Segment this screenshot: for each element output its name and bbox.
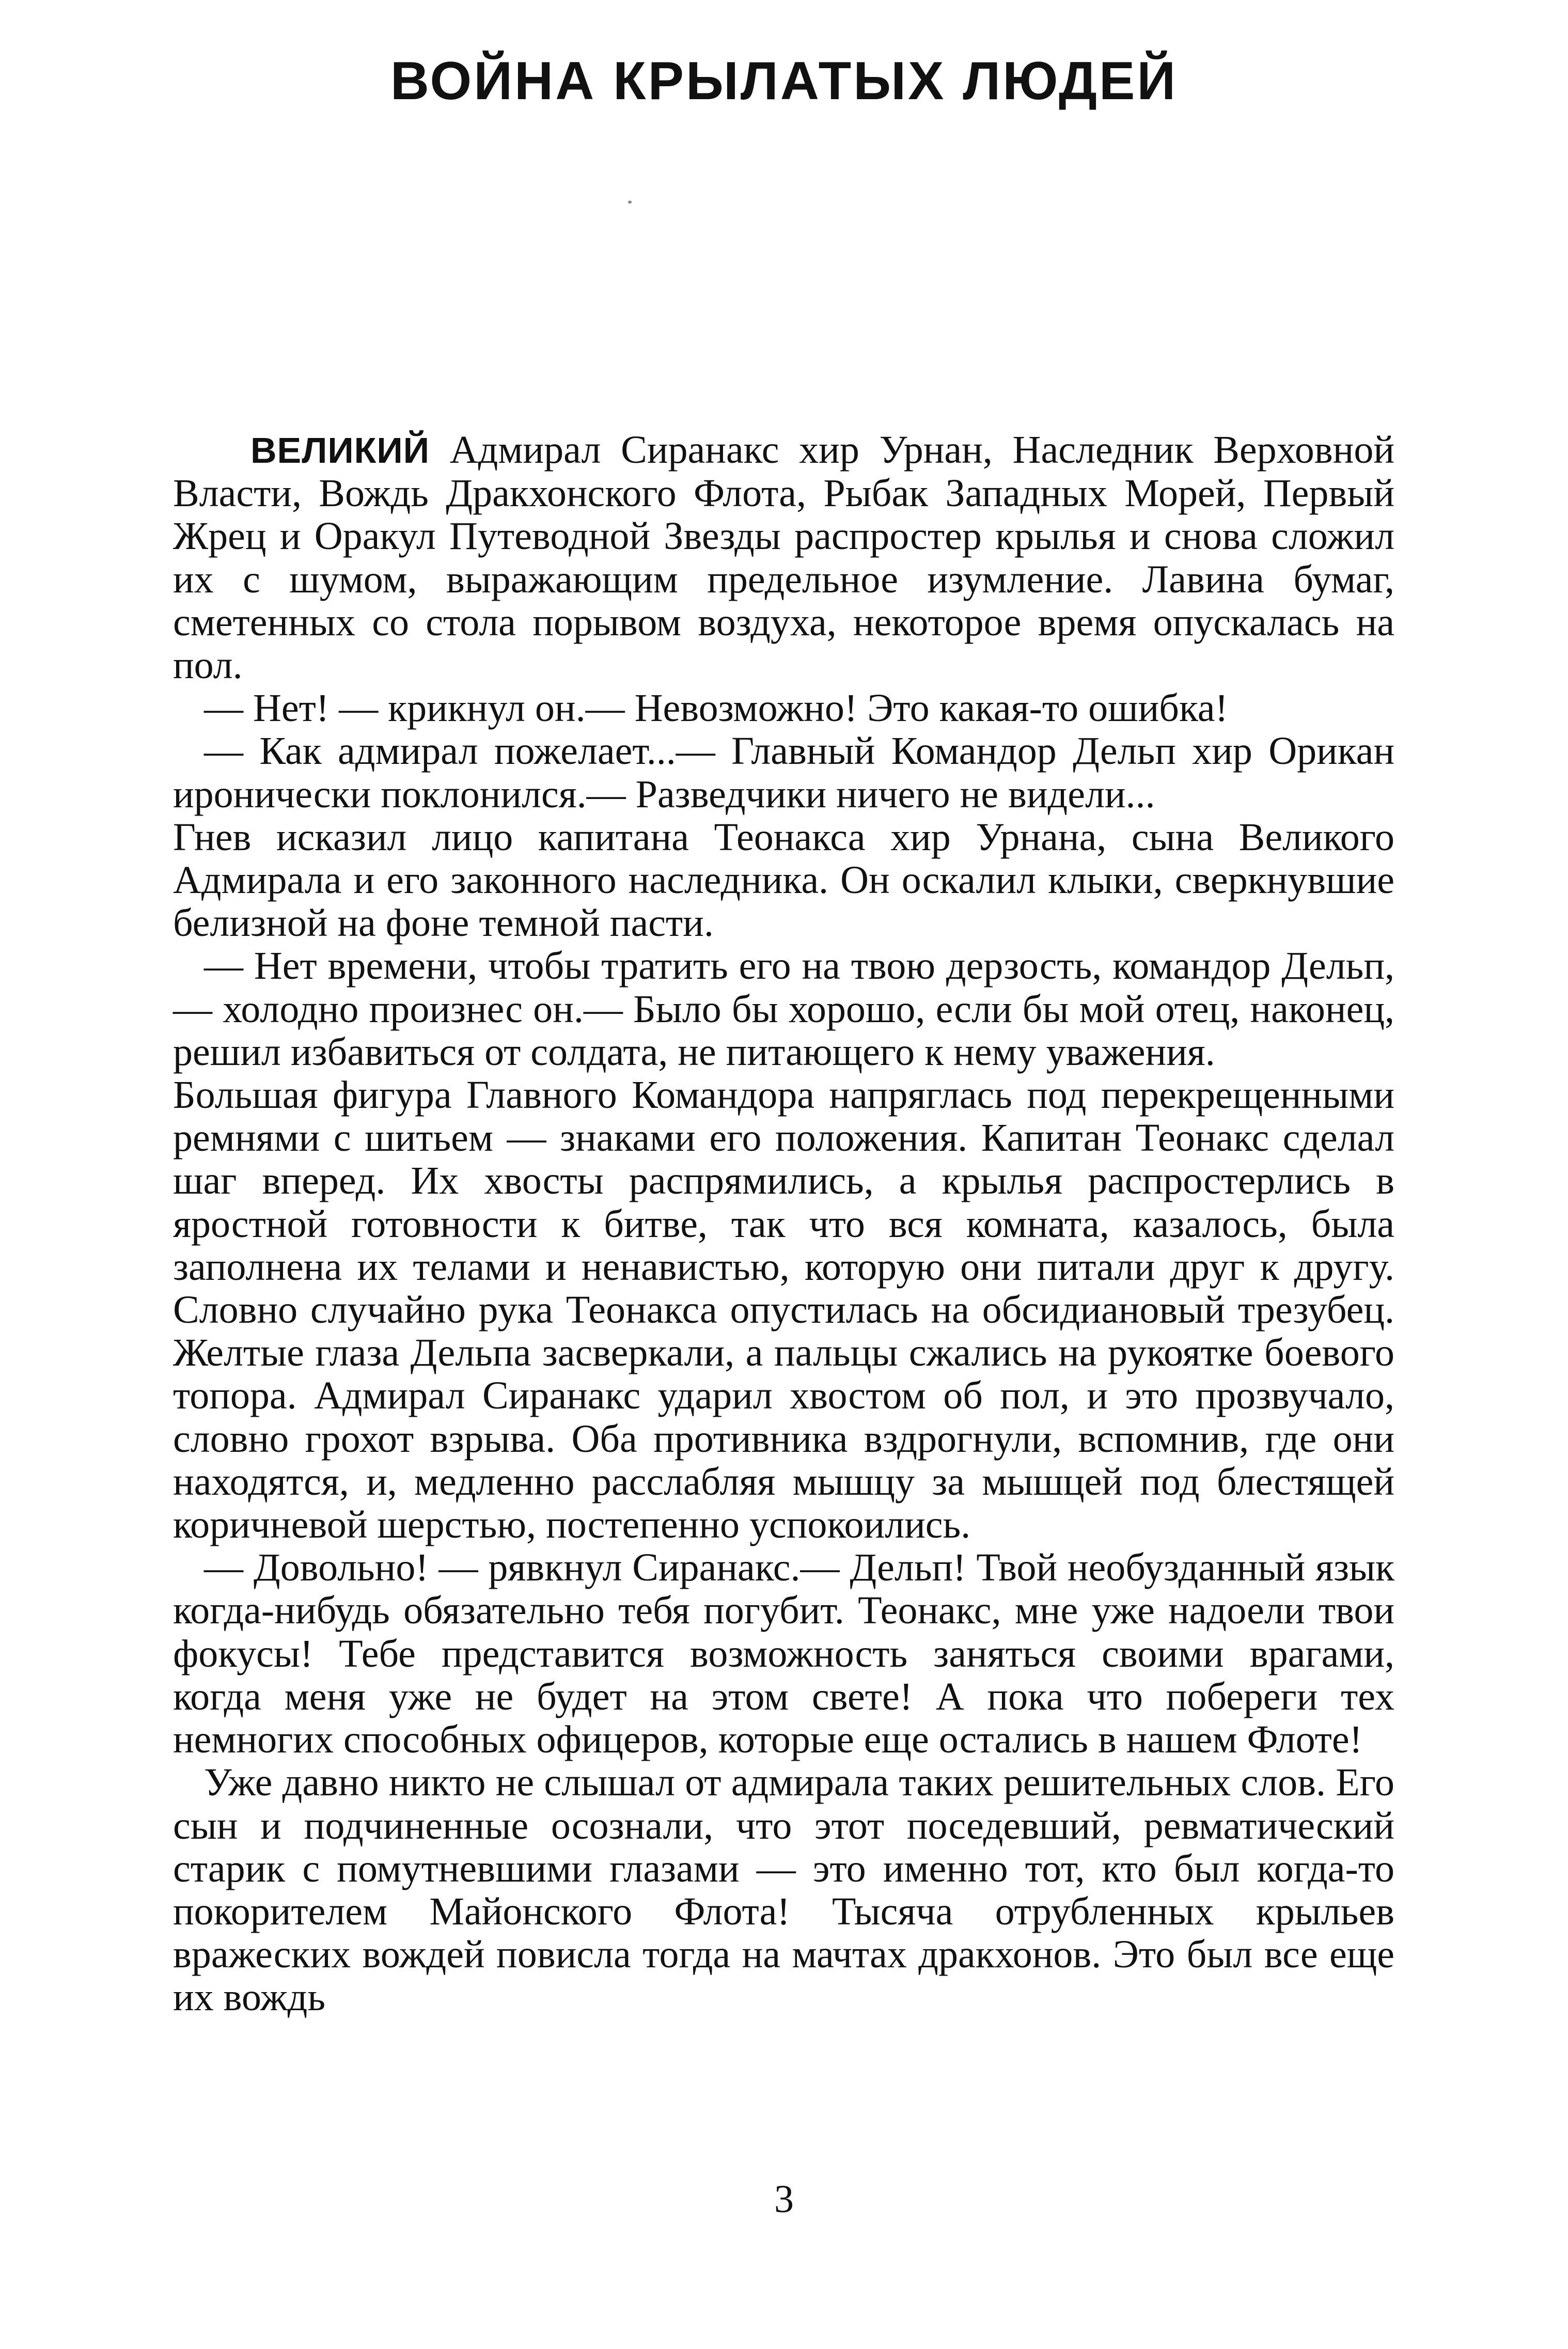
paragraph-2: — Нет! — крикнул он.— Невозможно! Это какая-то ошибка!	[204, 686, 1228, 730]
ornament-mark: *	[628, 198, 632, 209]
chapter-title: ВОЙНА КРЫЛАТЫХ ЛЮДЕЙ	[390, 51, 1178, 111]
paragraph-7: — Довольно! — рявкнул Сиранакс.— Дельп! Твой необузданный язык когда-нибудь обязательно тебя погубит. Теонакс, мне уже надоели твои фокусы! Тебе представится возможность заняться своими врагами, когда меня уже не будет на этом свете! А пока что побереги тех немногих способных офицеров, которые еще остались в нашем Флоте!	[173, 1546, 1394, 1762]
paragraph-8: Уже давно никто не слышал от адмирала таких решительных слов. Его сын и подчиненные осознали, что этот поседевший, ревматический старик с помутневшими глазами — это именно тот, кто был когда-то покорителем Майонского Флота! Тысяча отрубленных крыльев вражеских вождей повисла тогда на мачтах дракхонов. Это был все еще их вождь	[173, 1761, 1394, 2019]
paragraph-3: — Как адмирал пожелает...— Главный Командор Дельп хир Орикан иронически поклонился.— Разведчики ничего не видели...	[173, 729, 1394, 816]
paragraph-5: — Нет времени, чтобы тратить его на твою дерзость, командор Дельп,— холодно произнес он.— Было бы хорошо, если бы мой отец, наконец, решил избавиться от солдата, не питающего к нему уважения.	[173, 944, 1394, 1074]
paragraph-4: Гнев исказил лицо капитана Теонакса хир Урнана, сына Великого Адмирала и его законного наследника. Он оскалил клыки, сверкнувшие белизной на фоне темной пасти.	[173, 815, 1394, 945]
paragraph-6: Большая фигура Главного Командора напряглась под перекрещенными ремнями с шитьем — знаками его положения. Капитан Теонакс сделал шаг вперед. Их хвосты распрямились, а крылья распростерлись в яростной готовности к битве, так что вся комната, казалось, была заполнена их телами и ненавистью, которую они питали друг к другу. Словно случайно рука Теонакса опустилась на обсидиановый трезубец. Желтые глаза Дельпа засверкали, а пальцы сжались на рукоятке боевого топора. Адмирал Сиранакс ударил хвостом об пол, и это прозвучало, словно грохот взрыва. Оба противника вздрогнули, вспомнив, где они находятся, и, медленно расслабляя мышцу за мышцей под блестящей коричневой шерстью, постепенно успокоились.	[173, 1073, 1394, 1547]
body-text	[173, 429, 1394, 2019]
paragraph-1	[173, 429, 1394, 687]
paragraph-1-text: Адмирал Сиранакс хир Урнан, Наследник Верховной Власти, Вождь Дракхонского Флота, Рыбак Западных Морей, Первый Жрец и Оракул Путеводной Звезды распростер крылья и снова сложил их с шумом, выражающим предельное изумление. Лавина бумаг, сметенных со стола порывом воздуха, некоторое время опускалась на пол.	[173, 428, 1394, 687]
lead-word: ВЕЛИКИЙ	[250, 430, 430, 471]
page-number: 3	[774, 2178, 794, 2221]
